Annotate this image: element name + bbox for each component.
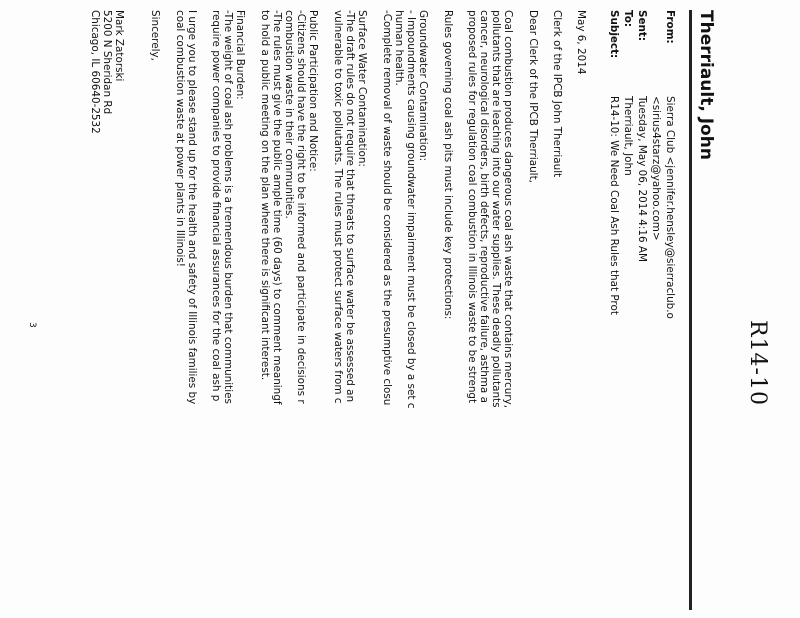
body-line: -The weight of coal ash problems is a tremendous burden that communities [222, 10, 234, 404]
body-line: -Citizens should have the right to be informed and participate in decisions r [295, 10, 307, 404]
section-heading: Financial Burden: [234, 10, 246, 100]
sender-name-heading: Therriault, John [696, 10, 716, 160]
body-line: I urge you to please stand up for the health and safety of Illinois families by [186, 10, 198, 405]
from-value-email: <sirius4starz@yahoo.com> [650, 96, 662, 241]
subject-value: R14-10: We Need Coal Ash Rules that Prot [608, 96, 620, 315]
body-line: -Complete removal of waste should be considered as the presumptive closu [381, 10, 393, 406]
body-line: human health. [393, 10, 405, 86]
page-number: 3 [27, 322, 37, 328]
body-line: pollutants that are leaching into our water supplies. These deadly pollutants [490, 10, 502, 408]
body-line: - Impoundments causing groundwater impairment must be closed by a set c [405, 10, 417, 409]
signature-name: Mark Zatorski [113, 10, 125, 82]
body-line: Rules governing coal ash pits must include key protections: [442, 10, 454, 320]
signature-city: Chicago, IL 60640-2532 [89, 10, 101, 134]
closing: Sincerely, [149, 10, 161, 61]
section-heading: Groundwater Contamination: [417, 10, 429, 162]
letter-date: May 6, 2014 [575, 10, 587, 75]
body-line: vulnerable to toxic pollutants. The rules must protect surface waters from c [332, 10, 344, 404]
subject-label: Subject: [608, 10, 620, 59]
to-value: Therriault, John [622, 96, 634, 176]
body-line: -The draft rules do not require that threats to surface water be assessed an [344, 10, 356, 403]
sent-value: Tuesday, May 06, 2014 4:16 AM [636, 96, 648, 262]
to-label: To: [622, 10, 634, 28]
from-value: Sierra Club <jennifer.hensley@sierraclub.o [664, 96, 676, 319]
body-line: coal combustion waste at power plants in Illinois! [174, 10, 186, 267]
body-line: cancer, neurological disorders, birth defects, reproductive failure, asthma a [478, 10, 490, 403]
recipient-line: Clerk of the IPCB John Therriault [551, 10, 563, 178]
salutation: Dear Clerk of the IPCB Therriault, [527, 10, 539, 183]
body-line: Coal combustion produces dangerous coal ash waste that contains mercury, [502, 10, 514, 409]
sent-label: Sent: [636, 10, 648, 42]
section-heading: Public Participation and Notice: [307, 10, 319, 172]
section-heading: Surface Water Contamination: [356, 10, 368, 167]
body-line: proposed rules for regulation coal combustion in Illinois waste to be strengt [466, 10, 478, 404]
body-line: -The rules must give the public ample time (60 days) to comment meaningf [271, 10, 283, 405]
from-label: From: [664, 10, 676, 44]
body-line: combustion waste in their communities. [283, 10, 295, 219]
body-line: require power companies to provide financial assurances for the coal ash p [210, 10, 222, 402]
docket-stamp: R14-10 [745, 320, 770, 406]
body-line: to hold a public meeting on the plan where there is significant interest. [259, 10, 271, 381]
signature-address: 5200 N Sheridan Rd [101, 10, 113, 115]
heading-underline [689, 10, 692, 610]
